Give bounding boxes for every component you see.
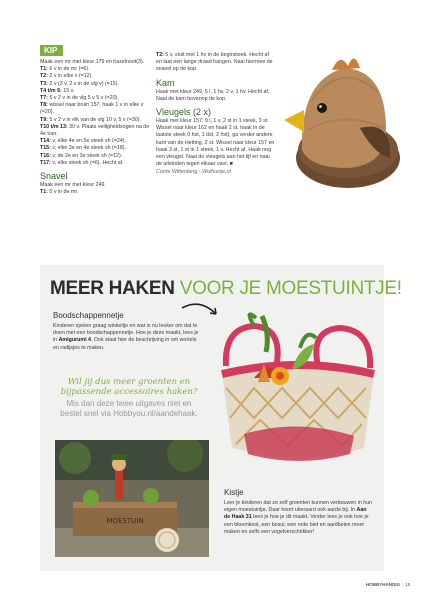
page-footer — [366, 582, 410, 587]
kip-line: T10 t/m 13: 30 v. Plaats veiligheidsogen na de 4e toer. — [40, 123, 150, 138]
snavel-t2: T2: 5 v, sluit met 1 hv in de beginsteek. Hecht af en laat een lange draad hangen. Naai hiermee de snavel op de kop. — [156, 52, 273, 73]
promo-script-line: bijpassende accessoires haken? — [60, 386, 198, 397]
snavel-line: Maak een mr met kleur 249. — [40, 182, 106, 189]
instructions-column-2 — [156, 52, 276, 175]
vleugels-heading: Vleugels (2 x) — [156, 107, 212, 118]
crochet-chicken-image — [282, 40, 400, 190]
kip-line: T7: 5 v 2 v in de vlg 5 v 5 v (=20). — [40, 95, 119, 102]
kip-line: T9: 5 v 2 v in elk van de vlg 10 v, 5 v (=30). — [40, 116, 142, 123]
footer-brand: HOBBYHANDIG — [366, 582, 401, 587]
designer-byline: Corrie Wittenberg - Wolhuisje.nl — [156, 169, 231, 176]
kip-line: T3: 2 v (3 v, 2 v in de vlg v) (=15). — [40, 80, 119, 87]
page-number: 15 — [405, 582, 411, 587]
crate-label: MOESTUIN — [106, 517, 144, 525]
kip-line: T8: wissel naar bruin 157, haak 1 v in elke v (=20). — [40, 102, 144, 116]
promo-order-line: Mis dan deze twee uitgaves niet en — [66, 399, 192, 408]
kam-heading: Kam — [156, 77, 175, 88]
kistje-heading: Kistje — [224, 488, 244, 497]
promo-order-line: bestel snel via Hobbyou.nl/aandehaak. — [60, 409, 198, 418]
band-title: MEER HAKEN VOOR JE MOESTUINTJE! — [50, 278, 402, 299]
crochet-net-bag-image — [214, 308, 380, 468]
snavel-instructions — [40, 182, 150, 196]
order-promo — [53, 378, 205, 419]
vleugels-text: Haak met kleur 157: 9 l, 1 v, 2 st in 1 steek, 3 st. Wissel naar kleur 162 en haak 2 st, haak in de laatste steek 0 hst, 1 dst, 2 hst), ga verder andere kant van de Hetting, 2 st. Wissel naar kleur 157 en haak 3 st, 1 st in 1 steek, 1 v. Hecht af. Haak nog een vleugel. Naai de vleugels aan het lijf en naai de uiteinden tegen elkaar vast. ■ — [156, 118, 275, 168]
kam-text: Haak met kleur 249, 5 l, 1 hv, 2 v, 1 hv. Hecht af. Naai de kam bovenop de kop. — [156, 88, 270, 102]
kip-line: T2: 2 v in elke v (=12). — [40, 73, 93, 80]
boodschappennetje-heading: Boodschappennetje — [53, 311, 124, 320]
kip-line: Maak een mr met kleur 179 en hazelnoot(3). — [40, 59, 145, 65]
promo-script-line: Wil jij dus meer groenten en — [67, 377, 191, 387]
snavel-heading: Snavel — [40, 171, 68, 182]
kip-line: T16: v, de 2e en 3e steek sh (=12). — [40, 152, 123, 159]
kip-line: T1: 6 v in de mr (=6). — [40, 66, 90, 73]
kip-instructions — [40, 59, 150, 167]
kip-line: T17: v, elke steek sh (=6). Hecht af. — [40, 159, 124, 166]
boodschappennetje-text: Kinderen spelen graag winkeltje en wat is nu leuker om dat te doen met een boodschappennetje. Hoe je deze maakt, lees je in Amigurumi 4. Ook staat hier de beschrijving in om wortels en radijsjes te maken. — [53, 323, 199, 351]
snavel-line: T1: 5 v in de mr. — [40, 189, 79, 196]
kip-label: KIP — [40, 45, 63, 56]
kip-line: T4 t/m 6: 15 v. — [40, 87, 75, 94]
garden-crate-photo — [55, 440, 209, 557]
kip-column — [40, 40, 150, 196]
kip-line: T15: v, elke 3e en 4e steek sh (=18). — [40, 145, 127, 152]
kistje-text: Leer je kinderen dat ze zelf groenten kunnen verbouwen in hun eigen moestuintje. Daar hoort uiteraard ook aarde bij. In Aan de Haak 31 lees je hoe je dit maakt. Verder lees je ook hoe je een bloemkool, een bosui, een rode biet en aardbeien moet maken en zelfs een vogelverschrikker! — [224, 500, 373, 535]
kip-line: T14: v, elke 4e en 5e steek sh (=24). — [40, 138, 127, 145]
